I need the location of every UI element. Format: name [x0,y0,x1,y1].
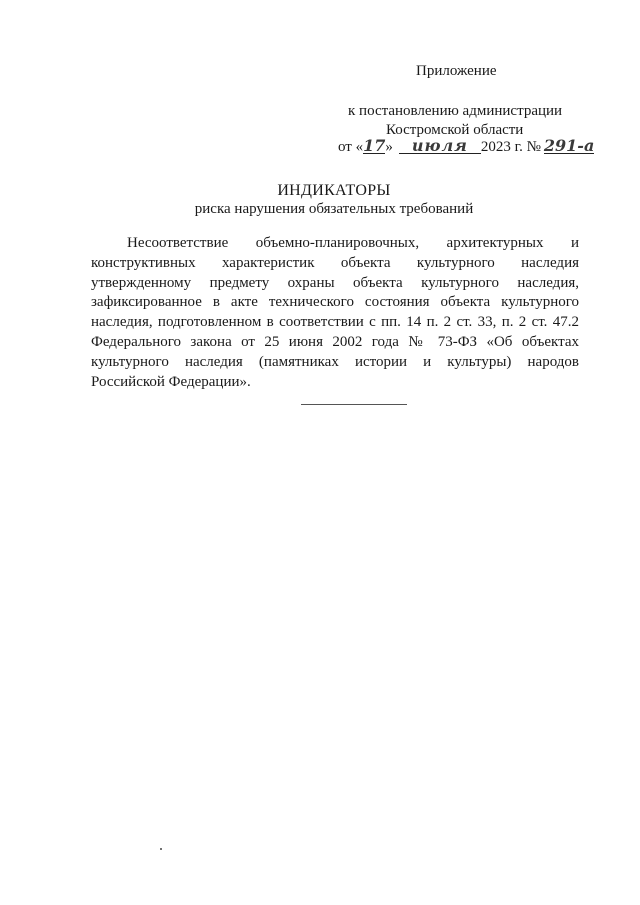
document-subtitle: риска нарушения обязательных требований [194,201,474,217]
scan-speck [160,848,162,850]
appendix-label: Приложение [416,63,497,79]
handwritten-month: июля [399,138,481,154]
date-quote-close: » [385,139,393,155]
decree-region: Костромской области [386,122,524,138]
decree-reference: к постановлению администрации [348,103,563,119]
document-title: ИНДИКАТОРЫ [277,182,391,199]
year-and-number-label: 2023 г. № [480,139,541,155]
decree-date-line [338,138,594,157]
closing-separator-line [301,404,407,405]
handwritten-decree-number: 291-а [543,136,595,155]
indicator-paragraph: Несоответствие объемно-планировочных, архитектурных и конструктивных характеристик объекта культурного наследия утвержденному предмету охраны объекта культурного наследия, зафиксированное в акте технического состояния объекта культурного наследия, подготовленном в соответствии с пп. 14 п. 2 ст. 33, п. 2 ст. 47.2 Федерального закона от 25 июня 2002 года № 73-ФЗ «Об объектах культурного наследия (памятниках истории и культуры) народов Российской Федерации». [91,235,579,390]
date-prefix: от « [338,139,364,155]
handwritten-day: 17 [363,136,386,155]
